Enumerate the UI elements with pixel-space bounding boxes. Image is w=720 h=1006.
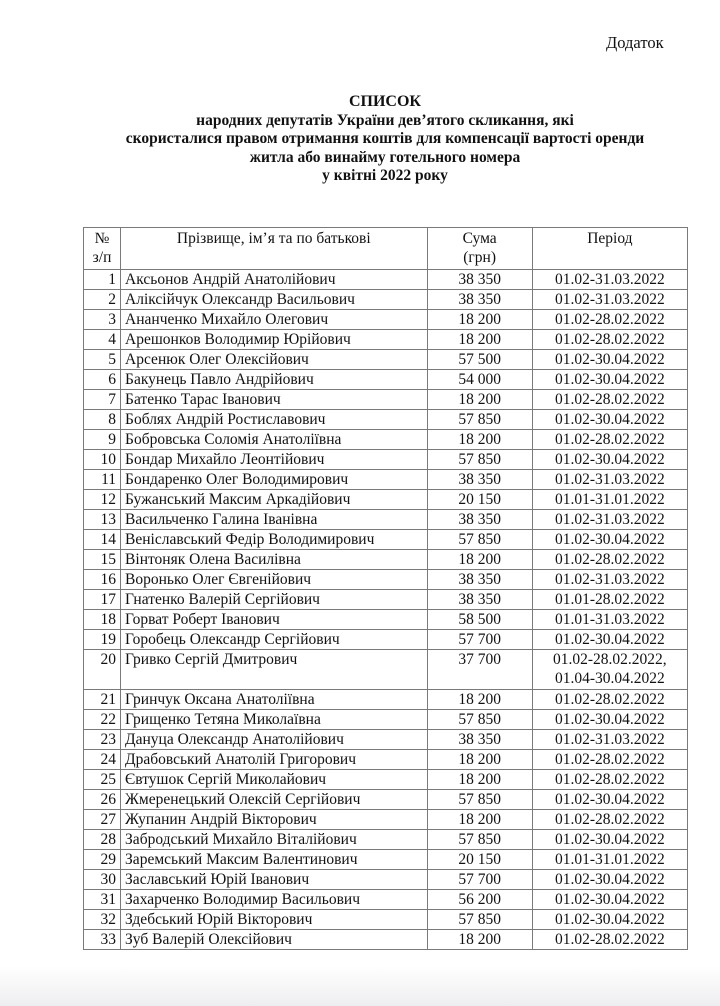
row-period: 01.02-28.02.2022 [532, 430, 687, 450]
row-number: 29 [84, 850, 121, 870]
row-name: Драбовський Анатолій Григорович [121, 750, 428, 770]
row-sum: 57 850 [427, 530, 532, 550]
row-name: Бондаренко Олег Володимирович [121, 470, 428, 490]
row-name: Заславський Юрій Іванович [121, 870, 428, 890]
row-name: Ананченко Михайло Олегович [121, 310, 428, 330]
table-row [84, 350, 688, 370]
header-number-line2: з/п [92, 249, 112, 266]
table-row [84, 530, 688, 550]
row-number: 9 [84, 430, 121, 450]
row-number: 3 [84, 310, 121, 330]
header-sum-line2: (грн) [463, 249, 496, 266]
table-row [84, 710, 688, 730]
row-name: Жмеренецький Олексій Сергійович [121, 790, 428, 810]
row-sum: 18 200 [427, 310, 532, 330]
header-number [84, 228, 121, 270]
table-row [84, 610, 688, 630]
table-row [84, 490, 688, 510]
row-number: 5 [84, 350, 121, 370]
row-number: 20 [84, 650, 121, 690]
row-period: 01.02-30.04.2022 [532, 830, 687, 850]
row-sum: 57 500 [427, 350, 532, 370]
table-row [84, 830, 688, 850]
row-sum: 56 200 [427, 890, 532, 910]
row-number: 13 [84, 510, 121, 530]
row-period: 01.02-30.04.2022 [532, 530, 687, 550]
table-row [84, 650, 688, 690]
row-number: 21 [84, 690, 121, 710]
row-number: 7 [84, 390, 121, 410]
row-name: Бакунець Павло Андрійович [121, 370, 428, 390]
header-sum-line1: Сума [462, 230, 497, 247]
header-name: Прізвище, ім’я та по батькові [121, 228, 428, 270]
row-number: 24 [84, 750, 121, 770]
row-name: Горват Роберт Іванович [121, 610, 428, 630]
row-number: 16 [84, 570, 121, 590]
row-number: 8 [84, 410, 121, 430]
row-period: 01.02-30.04.2022 [532, 710, 687, 730]
row-number: 23 [84, 730, 121, 750]
table-row [84, 330, 688, 350]
row-period: 01.02-30.04.2022 [532, 370, 687, 390]
table-body [84, 270, 688, 950]
row-period: 01.01-31.01.2022 [532, 850, 687, 870]
table-row [84, 570, 688, 590]
row-number: 4 [84, 330, 121, 350]
row-name: Вінтоняк Олена Василівна [121, 550, 428, 570]
row-period: 01.02-28.02.2022 [532, 310, 687, 330]
row-sum: 38 350 [427, 270, 532, 290]
row-period: 01.02-30.04.2022 [532, 450, 687, 470]
row-sum: 20 150 [427, 850, 532, 870]
row-sum: 18 200 [427, 770, 532, 790]
row-period: 01.02-30.04.2022 [532, 890, 687, 910]
row-name: Горобець Олександр Сергійович [121, 630, 428, 650]
table-row [84, 370, 688, 390]
row-name: Боблях Андрій Ростиславович [121, 410, 428, 430]
row-period: 01.02-31.03.2022 [532, 730, 687, 750]
row-sum: 38 350 [427, 510, 532, 530]
row-number: 28 [84, 830, 121, 850]
table-row [84, 630, 688, 650]
row-name: Батенко Тарас Іванович [121, 390, 428, 410]
table-row [84, 790, 688, 810]
row-name: Бобровська Соломія Анатоліївна [121, 430, 428, 450]
row-sum: 20 150 [427, 490, 532, 510]
table-row [84, 430, 688, 450]
row-period: 01.02-28.02.2022 [532, 750, 687, 770]
row-name: Воронько Олег Євгенійович [121, 570, 428, 590]
document-title [60, 93, 710, 186]
table-row [84, 450, 688, 470]
row-name: Зуб Валерій Олексійович [121, 930, 428, 950]
table-row [84, 590, 688, 610]
row-sum: 18 200 [427, 330, 532, 350]
row-period [532, 650, 687, 690]
row-period: 01.02-28.02.2022 [532, 550, 687, 570]
table-row [84, 910, 688, 930]
row-sum: 37 700 [427, 650, 532, 690]
row-name: Аксьонов Андрій Анатолійович [121, 270, 428, 290]
row-period: 01.02-31.03.2022 [532, 510, 687, 530]
row-sum: 57 850 [427, 450, 532, 470]
table-row [84, 870, 688, 890]
row-sum: 18 200 [427, 690, 532, 710]
title-line-3: житла або винайму готельного номера [249, 148, 521, 166]
row-number: 15 [84, 550, 121, 570]
row-name: Аліксійчук Олександр Васильович [121, 290, 428, 310]
title-main: СПИСОК [348, 93, 422, 110]
row-period: 01.02-31.03.2022 [532, 290, 687, 310]
row-name: Гривко Сергій Дмитрович [121, 650, 428, 690]
table-row [84, 890, 688, 910]
title-line-2: скористалися правом отримання коштів для компенсації вартості оренди [125, 130, 645, 147]
row-sum: 57 850 [427, 830, 532, 850]
table-row [84, 550, 688, 570]
row-name: Бондар Михайло Леонтійович [121, 450, 428, 470]
table-row [84, 690, 688, 710]
row-name: Забродський Михайло Віталійович [121, 830, 428, 850]
row-number: 27 [84, 810, 121, 830]
row-period-line2: 01.04-30.04.2022 [554, 670, 665, 687]
table-row [84, 270, 688, 290]
table-row [84, 510, 688, 530]
table-row [84, 470, 688, 490]
page-bottom-shade [0, 966, 720, 1006]
row-sum: 58 500 [427, 610, 532, 630]
row-period: 01.02-30.04.2022 [532, 870, 687, 890]
row-period: 01.02-30.04.2022 [532, 910, 687, 930]
row-name: Здебський Юрій Вікторович [121, 910, 428, 930]
row-name: Васильченко Галина Іванівна [121, 510, 428, 530]
row-period: 01.02-30.04.2022 [532, 350, 687, 370]
row-name: Захарченко Володимир Васильович [121, 890, 428, 910]
table-row [84, 810, 688, 830]
row-name: Гринчук Оксана Анатоліївна [121, 690, 428, 710]
row-sum: 38 350 [427, 570, 532, 590]
row-name: Веніславський Федір Володимирович [121, 530, 428, 550]
row-sum: 38 350 [427, 290, 532, 310]
appendix-label: Додаток [606, 33, 664, 52]
table-row [84, 310, 688, 330]
row-period: 01.01-28.02.2022 [532, 590, 687, 610]
table-row [84, 930, 688, 950]
row-period: 01.02-28.02.2022 [532, 770, 687, 790]
row-period: 01.02-28.02.2022 [532, 330, 687, 350]
row-number: 1 [84, 270, 121, 290]
row-sum: 18 200 [427, 430, 532, 450]
row-period: 01.02-31.03.2022 [532, 570, 687, 590]
row-period: 01.02-28.02.2022 [532, 690, 687, 710]
row-sum: 38 350 [427, 470, 532, 490]
row-period: 01.02-31.03.2022 [532, 470, 687, 490]
table-row [84, 390, 688, 410]
row-sum: 18 200 [427, 750, 532, 770]
row-period: 01.02-31.03.2022 [532, 270, 687, 290]
row-name: Гнатенко Валерій Сергійович [121, 590, 428, 610]
row-period: 01.02-28.02.2022 [532, 930, 687, 950]
header-sum [427, 228, 532, 270]
header-number-line1: № [94, 230, 110, 247]
row-sum: 18 200 [427, 390, 532, 410]
title-line-1: народних депутатів України дев’ятого скликання, які [196, 111, 574, 129]
row-sum: 57 700 [427, 870, 532, 890]
row-number: 12 [84, 490, 121, 510]
row-sum: 57 850 [427, 910, 532, 930]
table-row [84, 770, 688, 790]
row-number: 18 [84, 610, 121, 630]
row-number: 31 [84, 890, 121, 910]
row-name: Арсенюк Олег Олексійович [121, 350, 428, 370]
row-period-line1: 01.02-28.02.2022, [553, 651, 667, 668]
title-line-4: у квітні 2022 року [322, 167, 448, 184]
row-sum: 38 350 [427, 730, 532, 750]
table-row [84, 410, 688, 430]
row-number: 14 [84, 530, 121, 550]
row-sum: 57 850 [427, 410, 532, 430]
table-row [84, 730, 688, 750]
deputies-table [83, 227, 688, 950]
row-number: 26 [84, 790, 121, 810]
row-name: Євтушок Сергій Миколайович [121, 770, 428, 790]
table-header-row [84, 228, 688, 270]
row-number: 19 [84, 630, 121, 650]
row-name: Бужанський Максим Аркадійович [121, 490, 428, 510]
row-name: Арешонков Володимир Юрійович [121, 330, 428, 350]
row-period: 01.01-31.03.2022 [532, 610, 687, 630]
row-number: 6 [84, 370, 121, 390]
row-period: 01.02-28.02.2022 [532, 810, 687, 830]
row-period: 01.02-28.02.2022 [532, 390, 687, 410]
row-sum: 57 700 [427, 630, 532, 650]
row-number: 32 [84, 910, 121, 930]
table-row [84, 850, 688, 870]
table-row [84, 750, 688, 770]
table-row [84, 290, 688, 310]
row-sum: 57 850 [427, 710, 532, 730]
row-sum: 18 200 [427, 810, 532, 830]
row-name: Дануца Олександр Анатолійович [121, 730, 428, 750]
row-number: 11 [84, 470, 121, 490]
row-name: Жупанин Андрій Вікторович [121, 810, 428, 830]
row-name: Заремський Максим Валентинович [121, 850, 428, 870]
row-sum: 54 000 [427, 370, 532, 390]
row-sum: 18 200 [427, 930, 532, 950]
row-period: 01.02-30.04.2022 [532, 410, 687, 430]
row-number: 30 [84, 870, 121, 890]
row-number: 2 [84, 290, 121, 310]
row-sum: 57 850 [427, 790, 532, 810]
row-sum: 18 200 [427, 550, 532, 570]
row-number: 25 [84, 770, 121, 790]
row-number: 22 [84, 710, 121, 730]
row-period: 01.02-30.04.2022 [532, 790, 687, 810]
row-number: 33 [84, 930, 121, 950]
row-period: 01.01-31.01.2022 [532, 490, 687, 510]
row-number: 10 [84, 450, 121, 470]
header-period: Період [532, 228, 687, 270]
row-name: Грищенко Тетяна Миколаївна [121, 710, 428, 730]
row-sum: 38 350 [427, 590, 532, 610]
row-number: 17 [84, 590, 121, 610]
row-period: 01.02-30.04.2022 [532, 630, 687, 650]
